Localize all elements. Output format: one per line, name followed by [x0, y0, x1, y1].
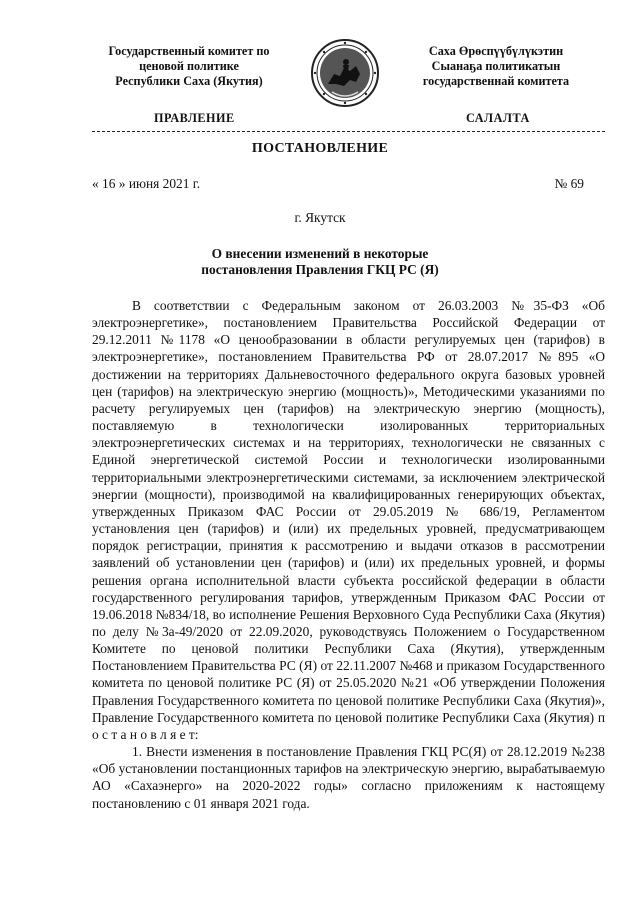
header-right-line2: Сыанаҕа политикатын — [431, 59, 561, 73]
board-label-right: САЛАЛТА — [466, 111, 530, 125]
header-right-line1: Саха Өрөспүүбүлүкэтин — [428, 44, 564, 58]
coat-of-arms-icon — [310, 38, 380, 108]
document-title — [160, 246, 480, 278]
document-date: « 16 » июня 2021 г. — [92, 176, 201, 191]
header-divider — [92, 131, 605, 132]
body-paragraph-2: 1. Внести изменения в постановление Правления ГКЦ РС(Я) от 28.12.2019 №238 «Об установлении постанционных тарифов на электрическую энергию, вырабатываемую АО «Сахаэнерго» на 2020-2022 годы» согласно приложениям к настоящему постановлению с 01 января 2021 года. — [92, 744, 605, 811]
document-type: ПОСТАНОВЛЕНИЕ — [251, 141, 389, 156]
header-right-line3: государственнай комитета — [422, 74, 570, 88]
document-city: г. Якутск — [294, 210, 346, 225]
header-right-organization — [392, 44, 600, 89]
header-left-line2: ценовой политике — [139, 59, 239, 73]
document-number: № 69 — [554, 176, 584, 191]
header-left-organization — [96, 44, 282, 89]
header-left-line1: Государственный комитет по — [108, 44, 270, 58]
document-body — [92, 297, 605, 812]
document-title-line2: постановления Правления ГКЦ РС (Я) — [201, 262, 439, 277]
board-label-left: ПРАВЛЕНИЕ — [154, 111, 235, 125]
header-left-line3: Республики Саха (Якутия) — [115, 74, 263, 88]
body-paragraph-1: В соответствии с Федеральным законом от 26.03.2003 №35-ФЗ «Об электроэнергетике», постановлением Правительства Российской Федерации от 29.12.2011 №1178 «О ценообразовании в области регулируемых цен (тарифов) в электроэнергетике», постановлением Правительства РФ от 28.07.2017 №895 «О достижении на территориях Дальневосточного федерального округа базовых уровней цен (тарифов) на электрическую энергию (мощность)», Методическими указаниями по расчету регулируемых цен (тарифов) на электрическую энергию (мощность), поставляемую в технологически изолированных территориальных электроэнергетических системах и на территориях, технологически не связанных с Единой энергетической системой России и технологически изолированными территориальными электроэнергетическими системами, за исключением электрической энергии (мощности), производимой на квалифицированных генерирующих объектах, утвержденных Приказом ФАС России от 29.05.2019 № 686/19, Регламентом установления цен (тарифов) и (или) их предельных уровней, предусматривающем порядок регистрации, принятия к рассмотрению и выдачи отказов в рассмотрении заявлений об установлении цен (тарифов) и (или) их предельных уровней, и формы решения органа исполнительной власти субъекта российской федерации в области государственного регулирования тарифов, утвержденным Приказом ФАС России от 19.06.2018 №834/18, во исполнение Решения Верховного Суда Республики Саха (Якутия) по делу №3а-49/2020 от 22.09.2020, руководствуясь Положением о Государственном Комитете по ценовой политики Республики Саха (Якутия), утвержденным Постановлением Правительства РС (Я) от 22.11.2007 №468 и приказом Государственного комитета по ценовой политике РС (Я) от 25.05.2020 №21 «Об утверждении Положения Правления Государственного комитета по ценовой политике Республики Саха (Якутия)», Правление Государственного комитета по ценовой политике Республики Саха (Якутия) п о с т а н о в л я е т: — [92, 298, 605, 742]
document-title-line1: О внесении изменений в некоторые — [211, 246, 429, 261]
